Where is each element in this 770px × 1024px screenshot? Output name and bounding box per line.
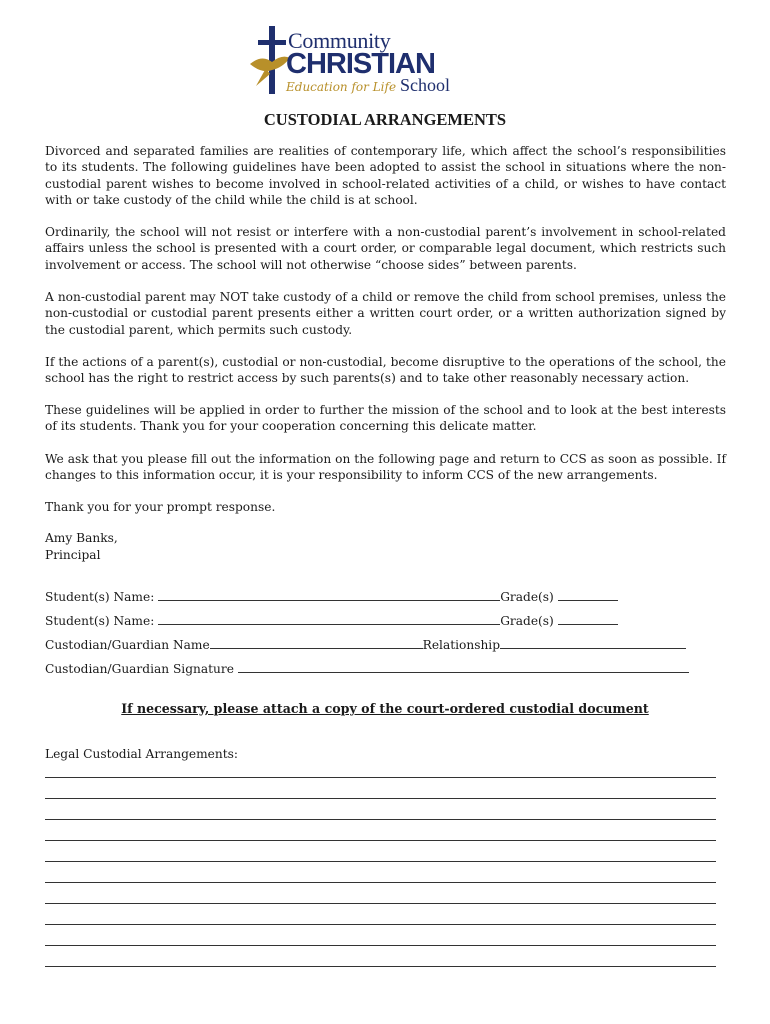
paragraph-custody: A non-custodial parent may NOT take custody of a child or remove the child from school premises, unless the non-custodial or custodial parent presents either a written court order, or a written authorization signed by the custodial parent, which permits such custody. xyxy=(45,290,726,337)
legal-line-2[interactable] xyxy=(45,798,716,799)
relationship-field[interactable] xyxy=(500,637,686,649)
legal-line-1[interactable] xyxy=(45,777,716,778)
paragraph-disruptive: If the actions of a parent(s), custodial or non-custodial, become disruptive to the operations of the school, the school has the right to restrict access by such parents(s) and to take other reasonably necessary action. xyxy=(45,355,726,386)
logo-christian: CHRISTIAN xyxy=(286,48,435,80)
relationship-label: Relationship xyxy=(422,638,500,652)
student1-row xyxy=(45,589,618,604)
signature-row xyxy=(45,661,689,676)
page-title: CUSTODIAL ARRANGEMENTS xyxy=(263,110,507,129)
student1-name-field[interactable] xyxy=(158,589,500,601)
student1-grade-field[interactable] xyxy=(558,589,618,601)
school-logo xyxy=(248,24,458,100)
legal-line-9[interactable] xyxy=(45,945,716,946)
paragraph-ordinarily: Ordinarily, the school will not resist or interfere with a non-custodial parent’s involvement in school-related affairs unless the school is presented with a court order, or comparable legal document, which restricts such involvement or access. The school will not otherwise “choose sides” between parents. xyxy=(45,225,726,272)
logo-community: Community xyxy=(288,28,391,53)
signature-label: Custodian/Guardian Signature xyxy=(45,662,234,676)
guardian-row xyxy=(45,637,686,652)
legal-line-5[interactable] xyxy=(45,861,716,862)
student1-grade-label: Grade(s) xyxy=(500,590,554,604)
student2-row xyxy=(45,613,618,628)
student1-label: Student(s) Name: xyxy=(45,590,155,604)
student2-grade-label: Grade(s) xyxy=(500,614,554,628)
logo-tagline: Education for Life xyxy=(286,80,397,94)
legal-line-7[interactable] xyxy=(45,903,716,904)
legal-line-4[interactable] xyxy=(45,840,716,841)
guardian-name-label: Custodian/Guardian Name xyxy=(45,638,210,652)
student2-label: Student(s) Name: xyxy=(45,614,155,628)
legal-line-8[interactable] xyxy=(45,924,716,925)
student2-name-field[interactable] xyxy=(158,613,500,625)
legal-line-3[interactable] xyxy=(45,819,716,820)
legal-line-10[interactable] xyxy=(45,966,716,967)
legal-label: Legal Custodial Arrangements: xyxy=(45,747,239,761)
attach-note: If necessary, please attach a copy of the court-ordered custodial document xyxy=(121,701,649,716)
logo-school: School xyxy=(400,75,451,95)
signoff-role: Principal xyxy=(45,548,101,562)
signoff-name: Amy Banks, xyxy=(45,531,118,545)
legal-line-6[interactable] xyxy=(45,882,716,883)
thanks-text: Thank you for your prompt response. xyxy=(45,500,276,514)
paragraph-intro: Divorced and separated families are realities of contemporary life, which affect the school’s responsibilities to its students. The following guidelines have been adopted to assist the school in situations where the non-custodial parent wishes to become involved in school-related activities of a child, or wishes to have contact with or take custody of the child while the child is at school. xyxy=(45,144,726,207)
paragraph-request: We ask that you please fill out the information on the following page and return to CCS as soon as possible. If changes to this information occur, it is your responsibility to inform CCS of the new arrangements. xyxy=(45,452,726,483)
paragraph-guidelines: These guidelines will be applied in order to further the mission of the school and to look at the best interests of its students. Thank you for your cooperation concerning this delicate matter. xyxy=(45,403,726,434)
guardian-name-field[interactable] xyxy=(210,637,423,649)
signature-field[interactable] xyxy=(238,661,689,673)
student2-grade-field[interactable] xyxy=(558,613,618,625)
